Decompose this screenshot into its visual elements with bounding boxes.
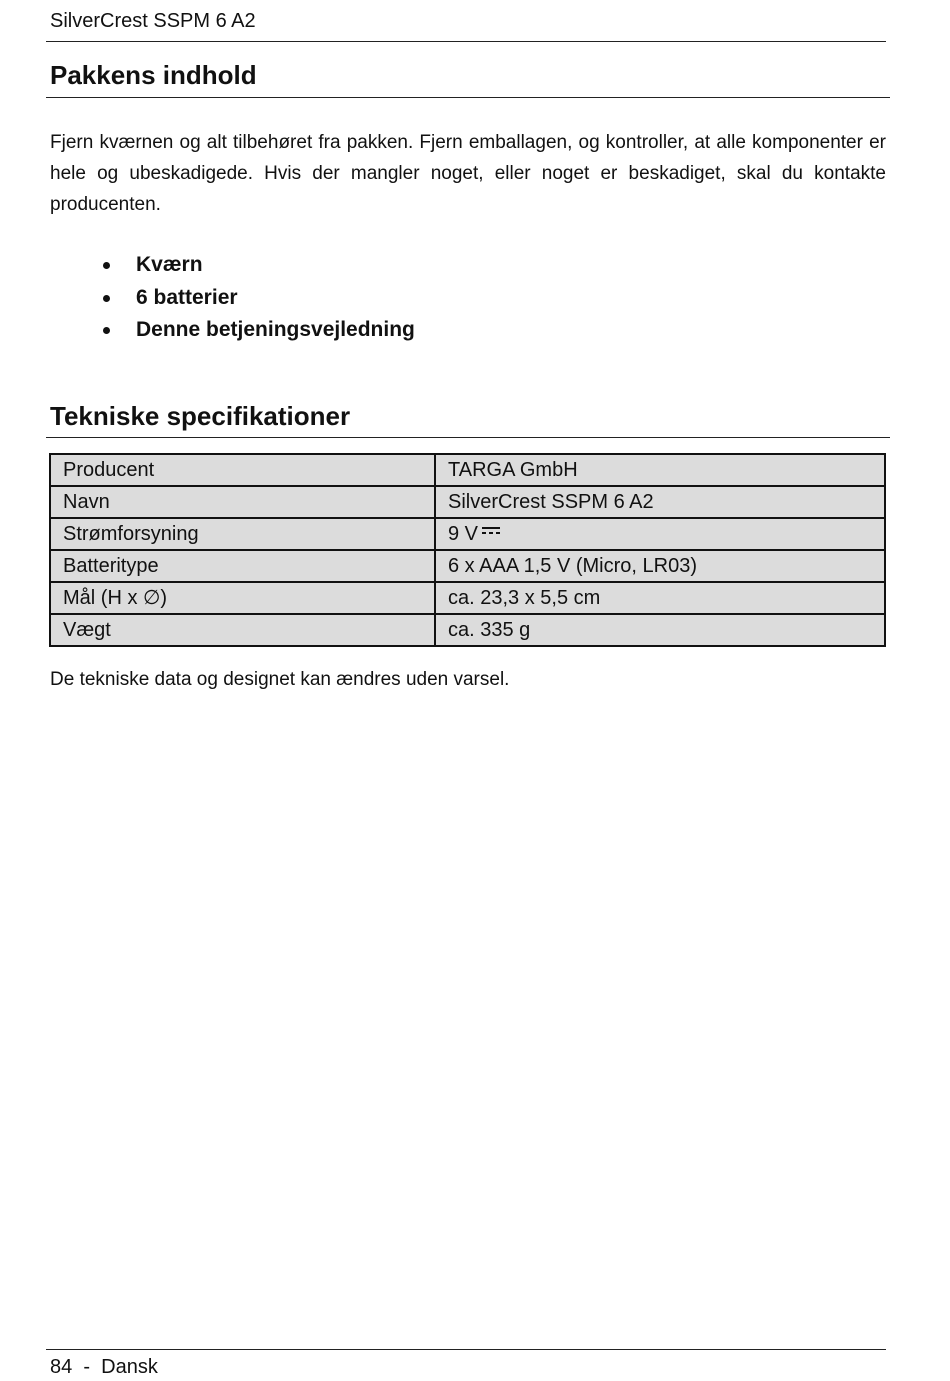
- bullet-icon: [103, 295, 110, 302]
- list-item-label: Kværn: [136, 253, 203, 276]
- spec-value: TARGA GmbH: [435, 454, 885, 486]
- page-footer: [50, 1354, 158, 1380]
- spec-value: 6 x AAA 1,5 V (Micro, LR03): [435, 550, 885, 582]
- specs-note: De tekniske data og designet kan ændres uden varsel.: [50, 669, 510, 690]
- intro-paragraph: Fjern kværnen og alt tilbehøret fra pakken. Fjern emballagen, og kontroller, at alle komponenter er hele og ubeskadigede. Hvis der mangler noget, eller noget er beskadiget, skal du kontakte producenten.: [50, 132, 886, 215]
- spec-key: Mål (H x ∅): [50, 582, 435, 614]
- spec-key: Batteritype: [50, 550, 435, 582]
- section-title-technical-specs: Tekniske specifikationer: [50, 401, 351, 431]
- list-item: [50, 314, 415, 347]
- section-divider: [46, 437, 890, 438]
- package-contents-list: [50, 249, 415, 347]
- specifications-table: [49, 453, 886, 647]
- table-row: [50, 582, 885, 614]
- section-title-package-contents: Pakkens indhold: [50, 60, 257, 90]
- page-number: 84: [50, 1356, 73, 1378]
- spec-key: Vægt: [50, 614, 435, 646]
- spec-value: 9 V: [448, 523, 479, 545]
- list-item-label: Denne betjeningsvejledning: [136, 318, 415, 341]
- footer-divider: [46, 1349, 886, 1350]
- spec-value: ca. 23,3 x 5,5 cm: [435, 582, 885, 614]
- footer-language: Dansk: [101, 1356, 158, 1378]
- section-divider: [46, 97, 890, 98]
- spec-key: Producent: [50, 454, 435, 486]
- table-row: [50, 486, 885, 518]
- list-item: [50, 249, 415, 282]
- table-row: [50, 550, 885, 582]
- table-row: [50, 454, 885, 486]
- footer-separator: -: [83, 1356, 91, 1378]
- spec-value-cell: [435, 518, 885, 550]
- list-item: [50, 282, 415, 315]
- table-row: [50, 518, 885, 550]
- table-row: [50, 614, 885, 646]
- dc-current-icon: [482, 526, 500, 536]
- spec-key: Navn: [50, 486, 435, 518]
- spec-value: ca. 335 g: [435, 614, 885, 646]
- header-divider: [46, 41, 886, 42]
- running-header: SilverCrest SSPM 6 A2: [50, 10, 256, 32]
- bullet-icon: [103, 262, 110, 269]
- spec-key: Strømforsyning: [50, 518, 435, 550]
- bullet-icon: [103, 327, 110, 334]
- spec-value: SilverCrest SSPM 6 A2: [435, 486, 885, 518]
- list-item-label: 6 batterier: [136, 285, 238, 309]
